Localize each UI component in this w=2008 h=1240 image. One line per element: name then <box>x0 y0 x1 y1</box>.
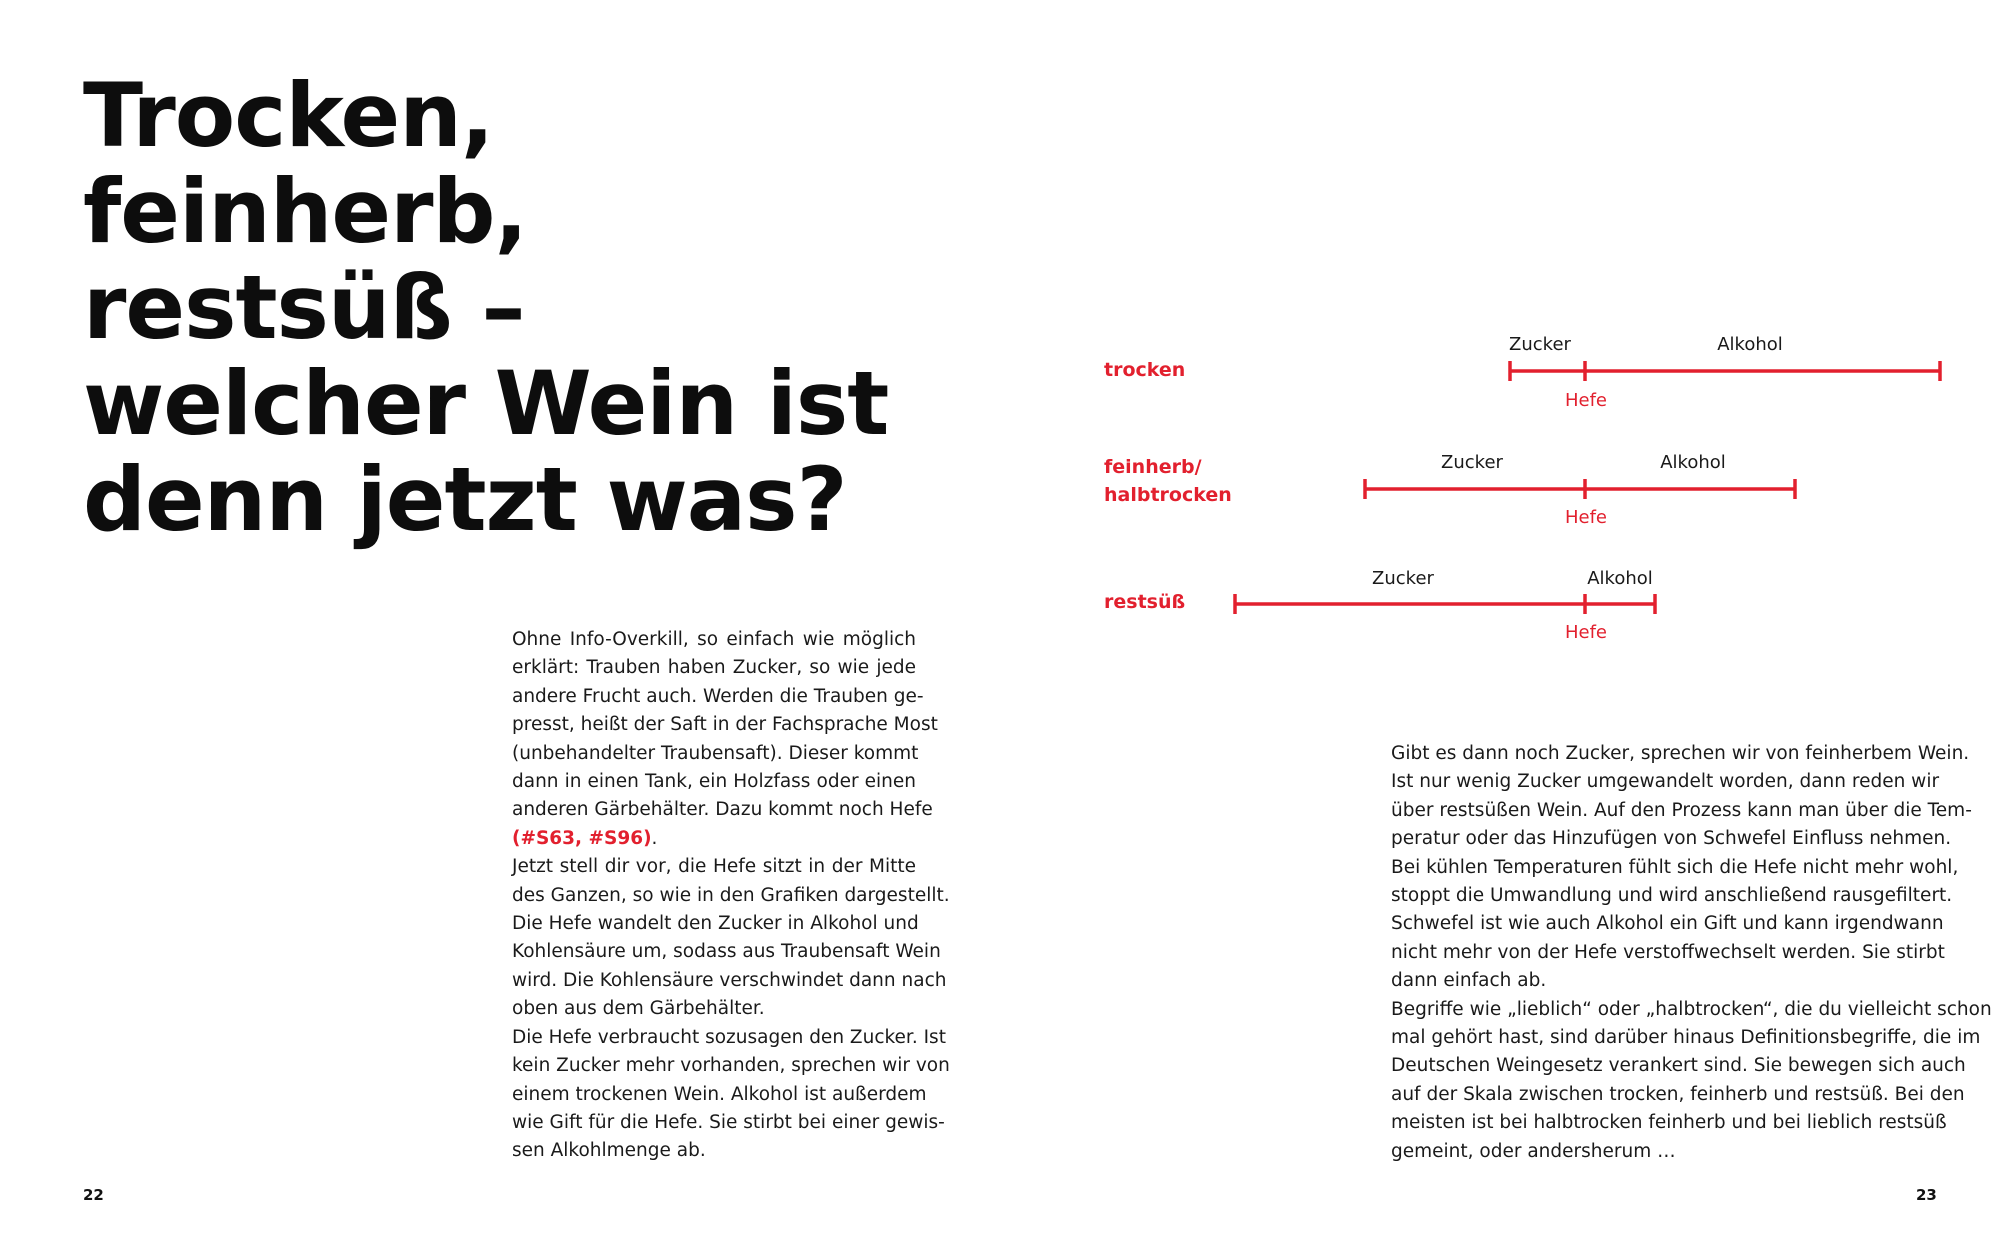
diagram-row-trocken <box>1104 334 1940 411</box>
text-line: dann in einen Tank, ein Holzfass oder einen <box>512 771 916 793</box>
text-line: wird. Die Kohlensäure verschwindet dann nach <box>512 969 947 991</box>
paragraph <box>512 853 950 1023</box>
scale-bar <box>1365 479 1795 499</box>
text-line: nicht mehr von der Hefe verstoffwechselt werden. Sie stirbt <box>1391 941 1945 963</box>
scale-bar <box>1235 594 1655 614</box>
row-label: feinherb/ <box>1104 456 1202 478</box>
text-line: Deutschen Weingesetz verankert sind. Sie bewegen sich auch <box>1391 1055 1966 1077</box>
zucker-label: Zucker <box>1372 568 1434 589</box>
zucker-label: Zucker <box>1509 334 1571 355</box>
title-line: welcher Wein ist <box>83 352 889 455</box>
text-line: anderen Gärbehälter. Dazu kommt noch Hefe <box>512 799 933 821</box>
diagram-row-feinherb <box>1104 452 1795 528</box>
text-line: Ist nur wenig Zucker umgewandelt worden, dann reden wir <box>1391 771 1940 793</box>
text-line: erklärt: Trauben haben Zucker, so wie jede <box>512 657 916 679</box>
alkohol-label: Alkohol <box>1587 568 1653 589</box>
text-line: gemeint, oder andersherum … <box>1391 1140 1676 1162</box>
title-line: Trocken, feinherb, <box>83 64 527 263</box>
row-label: trocken <box>1104 359 1186 381</box>
text-line: Schwefel ist wie auch Alkohol ein Gift und kann irgendwann <box>1391 913 1944 935</box>
title-line: restsüß – <box>83 256 525 359</box>
page-title <box>83 64 923 551</box>
text-line: Gibt es dann noch Zucker, sprechen wir von feinherbem Wein. <box>1391 743 1970 764</box>
text-line: wie Gift für die Hefe. Sie stirbt bei einer gewis- <box>512 1111 945 1133</box>
text-line: Kohlensäure um, sodass aus Traubensaft Wein <box>512 941 941 963</box>
text-line: presst, heißt der Saft in der Fachsprache Most <box>512 714 938 736</box>
right-body-text <box>1391 740 1992 1166</box>
text-line: des Ganzen, so wie in den Grafiken dargestellt. <box>512 884 950 906</box>
page-reference: (#S63, #S96) <box>512 827 652 849</box>
page-number-right: 23 <box>1916 1186 1937 1204</box>
text-line: kein Zucker mehr vorhanden, sprechen wir von <box>512 1055 950 1077</box>
scale-bar <box>1510 361 1940 381</box>
zucker-label: Zucker <box>1441 452 1503 473</box>
hefe-label: Hefe <box>1564 507 1608 528</box>
text-line: mal gehört hast, sind darüber hinaus Definitionsbegriffe, die im <box>1391 1027 1981 1049</box>
hefe-label: Hefe <box>1564 622 1608 643</box>
text-line: einem trockenen Wein. Alkohol ist außerdem <box>512 1083 927 1105</box>
text-line: peratur oder das Hinzufügen von Schwefel Einfluss nehmen. <box>1391 828 1952 850</box>
text-line: Bei kühlen Temperaturen fühlt sich die Hefe nicht mehr wohl, <box>1391 856 1959 878</box>
diagram-row-restsuess <box>1104 568 1655 643</box>
paragraph <box>1391 996 1992 1166</box>
text-line: meisten ist bei halbtrocken feinherb und bei lieblich restsüß <box>1391 1112 1947 1134</box>
text-line: oben aus dem Gärbehälter. <box>512 998 765 1020</box>
text-line: dann einfach ab. <box>1391 970 1547 992</box>
page-number-left: 22 <box>83 1186 104 1204</box>
text-line: sen Alkohlmenge ab. <box>512 1140 706 1162</box>
text-line: Die Hefe wandelt den Zucker in Alkohol und <box>512 913 919 935</box>
reference-tail: . <box>651 827 658 849</box>
fermentation-diagram <box>1090 320 1960 650</box>
text-line: auf der Skala zwischen trocken, feinherb und restsüß. Bei den <box>1391 1083 1965 1105</box>
title-line: denn jetzt was? <box>83 448 847 551</box>
paragraph <box>512 1024 950 1166</box>
row-label: halbtrocken <box>1104 484 1232 506</box>
text-line: Ohne Info-Overkill, so einfach wie möglich <box>512 629 916 650</box>
text-line: (unbehandelter Traubensaft). Dieser kommt <box>512 742 919 764</box>
paragraph <box>1391 740 1972 996</box>
text-line: über restsüßen Wein. Auf den Prozess kann man über die Tem- <box>1391 799 1972 821</box>
text-line: Die Hefe verbraucht sozusagen den Zucker. Ist <box>512 1026 946 1048</box>
text-line <box>512 825 916 853</box>
alkohol-label: Alkohol <box>1660 452 1726 473</box>
hefe-label: Hefe <box>1564 390 1608 411</box>
text-line: Begriffe wie „lieblich“ oder „halbtrocken“, die du vielleicht schon <box>1391 998 1992 1020</box>
alkohol-label: Alkohol <box>1717 334 1783 355</box>
text-line: andere Frucht auch. Werden die Trauben ge- <box>512 685 924 707</box>
text-line: Jetzt stell dir vor, die Hefe sitzt in der Mitte <box>512 856 916 878</box>
paragraph <box>512 626 938 853</box>
text-line: stoppt die Umwandlung und wird anschließend rausgefiltert. <box>1391 885 1953 907</box>
left-body-text <box>512 626 950 1166</box>
row-label: restsüß <box>1104 591 1186 613</box>
